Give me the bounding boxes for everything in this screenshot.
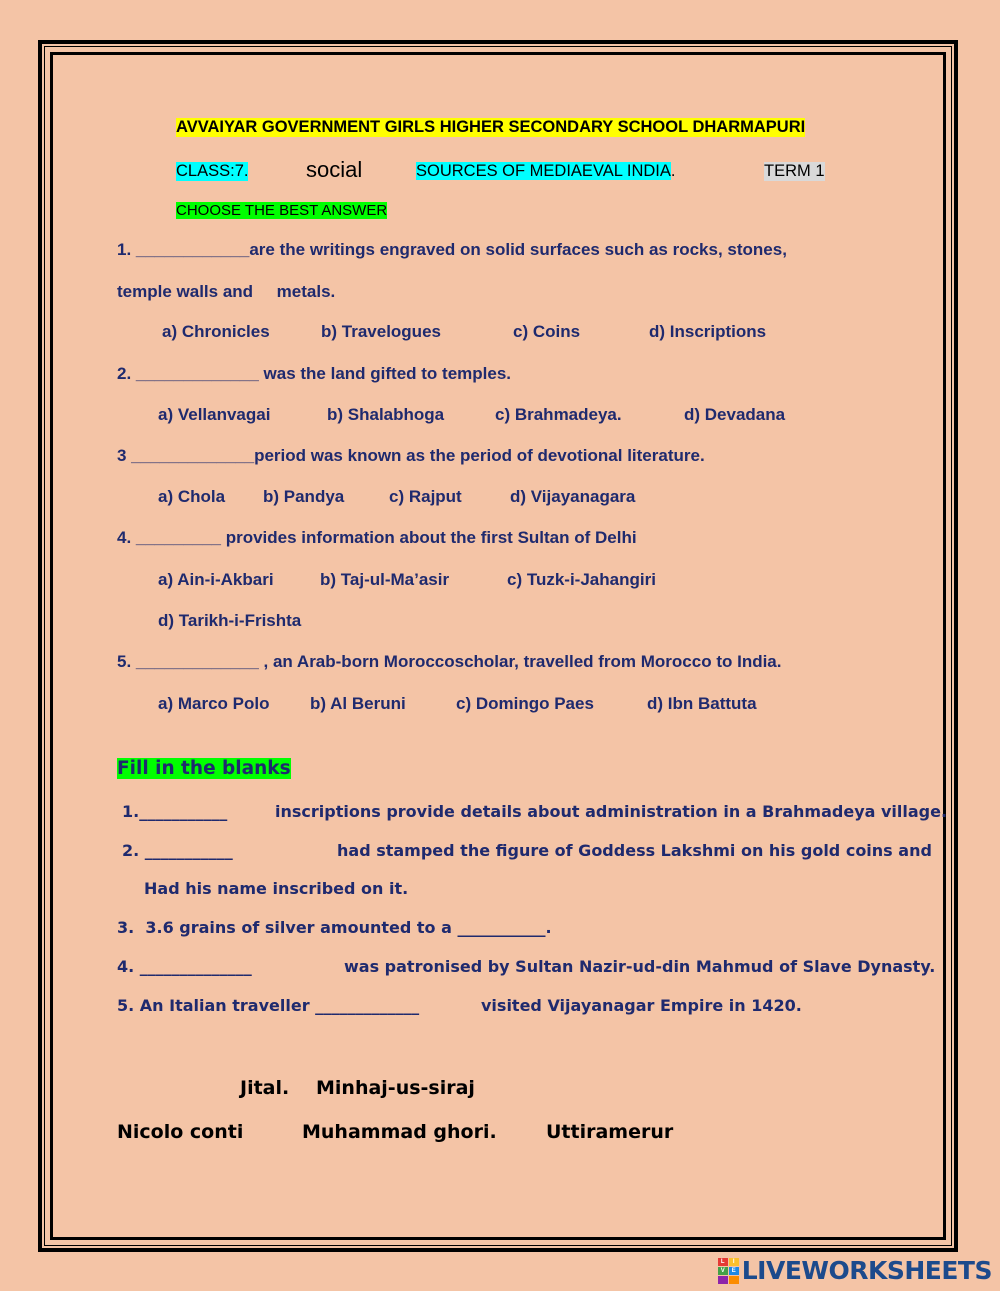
logo-text: LIVEWORKSHEETS bbox=[741, 1256, 992, 1285]
fill-5-text: visited Vijayanagar Empire in 1420. bbox=[481, 996, 802, 1015]
q2-option-d: d) Devadana bbox=[684, 405, 786, 424]
topic-text: SOURCES OF MEDIAEVAL INDIA bbox=[416, 162, 671, 180]
question-1-line-2: temple walls and metals. bbox=[117, 282, 336, 301]
q4-option-b: b) Taj-ul-Ma’asir bbox=[320, 570, 450, 589]
q4-option-c: c) Tuzk-i-Jahangiri bbox=[507, 570, 656, 589]
school-name: AVVAIYAR GOVERNMENT GIRLS HIGHER SECONDARY SCHOOL DHARMAPURI bbox=[176, 118, 806, 136]
q1-option-a: a) Chronicles bbox=[162, 322, 270, 341]
topic-dot: . bbox=[670, 162, 676, 180]
fill-4-blank: 4. ______________ bbox=[117, 957, 252, 976]
q5-option-d: d) Ibn Battuta bbox=[647, 694, 757, 713]
fill-2-line-2: Had his name inscribed on it. bbox=[144, 879, 409, 898]
fill-4-text: was patronised by Sultan Nazir-ud-din Mahmud of Slave Dynasty. bbox=[344, 957, 936, 976]
word-bank-item: Uttiramerur bbox=[546, 1121, 674, 1143]
q5-option-b: b) Al Beruni bbox=[310, 694, 406, 713]
q1-option-c: c) Coins bbox=[513, 322, 581, 341]
q4-option-a: a) Ain-i-Akbari bbox=[158, 570, 274, 589]
word-bank-item: Nicolo conti bbox=[117, 1121, 244, 1143]
question-4: 4. _________ provides information about the first Sultan of Delhi bbox=[117, 528, 637, 547]
question-2: 2. _____________ was the land gifted to temples. bbox=[117, 364, 512, 383]
fill-5-blank: 5. An Italian traveller _____________ bbox=[117, 996, 420, 1015]
logo-tiles-icon: L I V E bbox=[718, 1258, 739, 1284]
q3-option-a: a) Chola bbox=[158, 487, 226, 506]
q4-option-d: d) Tarikh-i-Frishta bbox=[158, 611, 302, 630]
q3-option-c: c) Rajput bbox=[389, 487, 462, 506]
q2-option-b: b) Shalabhoga bbox=[327, 405, 445, 424]
fill-2-blank: 2. ___________ bbox=[122, 841, 233, 860]
fill-2-text: had stamped the figure of Goddess Lakshmi on his gold coins and bbox=[337, 841, 932, 860]
word-bank-item: Muhammad ghori. bbox=[302, 1121, 497, 1143]
section-title-fill: Fill in the blanks bbox=[117, 758, 291, 779]
fill-1-text: inscriptions provide details about administration in a Brahmadeya village. bbox=[275, 802, 948, 821]
q3-option-d: d) Vijayanagara bbox=[510, 487, 636, 506]
class-label: CLASS:7. bbox=[176, 162, 249, 180]
q5-option-a: a) Marco Polo bbox=[158, 694, 270, 713]
q5-option-c: c) Domingo Paes bbox=[456, 694, 594, 713]
question-1-line-1: 1. ____________are the writings engraved on solid surfaces such as rocks, stones, bbox=[117, 240, 787, 259]
q3-option-b: b) Pandya bbox=[263, 487, 345, 506]
liveworksheets-logo[interactable] bbox=[718, 1256, 992, 1285]
term-label: TERM 1 bbox=[764, 162, 825, 180]
word-bank-item: Minhaj-us-siraj bbox=[316, 1077, 475, 1099]
page-border-inner bbox=[50, 52, 946, 1240]
q1-option-d: d) Inscriptions bbox=[649, 322, 767, 341]
q1-option-b: b) Travelogues bbox=[321, 322, 441, 341]
q2-option-a: a) Vellanvagai bbox=[158, 405, 271, 424]
question-5: 5. _____________ , an Arab-born Moroccoscholar, travelled from Morocco to India. bbox=[117, 652, 782, 671]
topic-title bbox=[416, 162, 675, 181]
section-title-mcq: CHOOSE THE BEST ANSWER bbox=[176, 202, 388, 219]
question-3: 3 _____________period was known as the period of devotional literature. bbox=[117, 446, 705, 465]
fill-1-blank: 1.___________ bbox=[122, 802, 228, 821]
subject-label: social bbox=[306, 157, 363, 182]
fill-3: 3. 3.6 grains of silver amounted to a ___________. bbox=[117, 918, 552, 937]
q2-option-c: c) Brahmadeya. bbox=[495, 405, 622, 424]
word-bank-item: Jital. bbox=[240, 1077, 290, 1099]
